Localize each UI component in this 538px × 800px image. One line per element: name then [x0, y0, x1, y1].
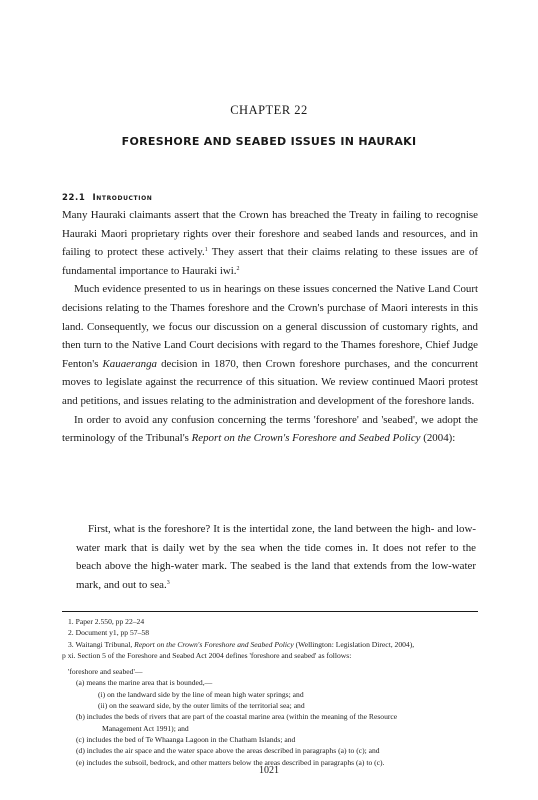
- page-number: 1021: [259, 765, 279, 776]
- footnote-ref-1: 1: [204, 247, 208, 254]
- definition-e: (e) includes the subsoil, bedrock, and other matters below the areas described in paragraphs (a) to (c).: [76, 757, 385, 767]
- block-quote: First, what is the foreshore? It is the intertidal zone, the land between the high- and low-water mark that is daily wet by the sea when the tide comes in. It does not refer to the beach above the high-water mark. The seabed is the land that extends from the low-water mark, and out to sea.$^3$: [76, 523, 476, 591]
- footnote-3: 3. Waitangi Tribunal, Report on the Crown's Foreshore and Seabed Policy (Wellington: Legislation Direct, 2004),: [68, 639, 415, 649]
- definition-a-ii: (ii) on the seaward side, by the outer limits of the territorial sea; and: [98, 701, 305, 711]
- paragraph-1: Many Hauraki claimants assert that the Crown has breached the Treaty in failing to recognise Hauraki Maori proprietary rights over their foreshore and seabed lands and resources, and in failing to protect these actively.$^1$ They assert that their claims relating to these issues are of fundamental importance to Hauraki iwi.$^2$: [62, 209, 478, 277]
- footnote-1: 1. Paper 2.550, pp 22–24: [68, 617, 145, 626]
- definition-b: (b) includes the beds of rivers that are part of the coastal marine area (within the meaning of the Resource: [76, 712, 398, 722]
- chapter-title: FORESHORE AND SEABED ISSUES IN HAURAKI: [121, 135, 417, 148]
- footnote-ref-3: 3: [166, 579, 170, 586]
- section-title: Introduction: [92, 193, 153, 203]
- footnote-ref-2: 2: [236, 265, 240, 272]
- section-number: 22.1: [62, 193, 86, 203]
- section-heading: [62, 193, 152, 203]
- definition-a: (a) means the marine area that is bounded,—: [76, 678, 213, 688]
- footnote-2: 2. Document y1, pp 57–58: [68, 628, 149, 638]
- chapter-label: CHAPTER 22: [230, 103, 308, 117]
- paragraph-3: In order to avoid any confusion concerning the terms 'foreshore' and 'seabed', we adopt the terminology of the Tribunal's Report on the Crown's Foreshore and Seabed Policy (2004):: [62, 413, 478, 445]
- body-text: [62, 206, 478, 448]
- definition-b-continued: Management Act 1991); and: [102, 723, 189, 733]
- footnotes: [62, 616, 478, 768]
- definition-c: (c) includes the bed of Te Whaanga Lagoon in the Chatham Islands; and: [76, 734, 296, 744]
- footnote-rule: [62, 611, 478, 612]
- definition-heading: 'foreshore and seabed'—: [68, 667, 143, 677]
- footnote-3-continued: p xi. Section 5 of the Foreshore and Seabed Act 2004 defines 'foreshore and seabed' as follows:: [62, 650, 352, 660]
- definition-a-i: (i) on the landward side by the line of mean high water springs; and: [98, 689, 304, 699]
- definition-d: (d) includes the air space and the water space above the areas described in paragraphs (a) to (c); and: [76, 746, 380, 756]
- paragraph-2: Much evidence presented to us in hearings on these issues concerned the Native Land Court decisions relating to the Thames foreshore and the Crown's purchase of Maori interests in this land. Consequently, we focus our discussion on a general discussion of customary rights, and then turn to the Native Land Court decisions with regard to the Thames foreshore, Chief Judge Fenton's Kauaeranga decision in 1870, then Crown foreshore purchases, and the concurrent moves to legislate against the recurrence of this situation. We review continued Maori protest and petitions, and issues relating to the administration and development of the foreshore lands.: [62, 283, 478, 407]
